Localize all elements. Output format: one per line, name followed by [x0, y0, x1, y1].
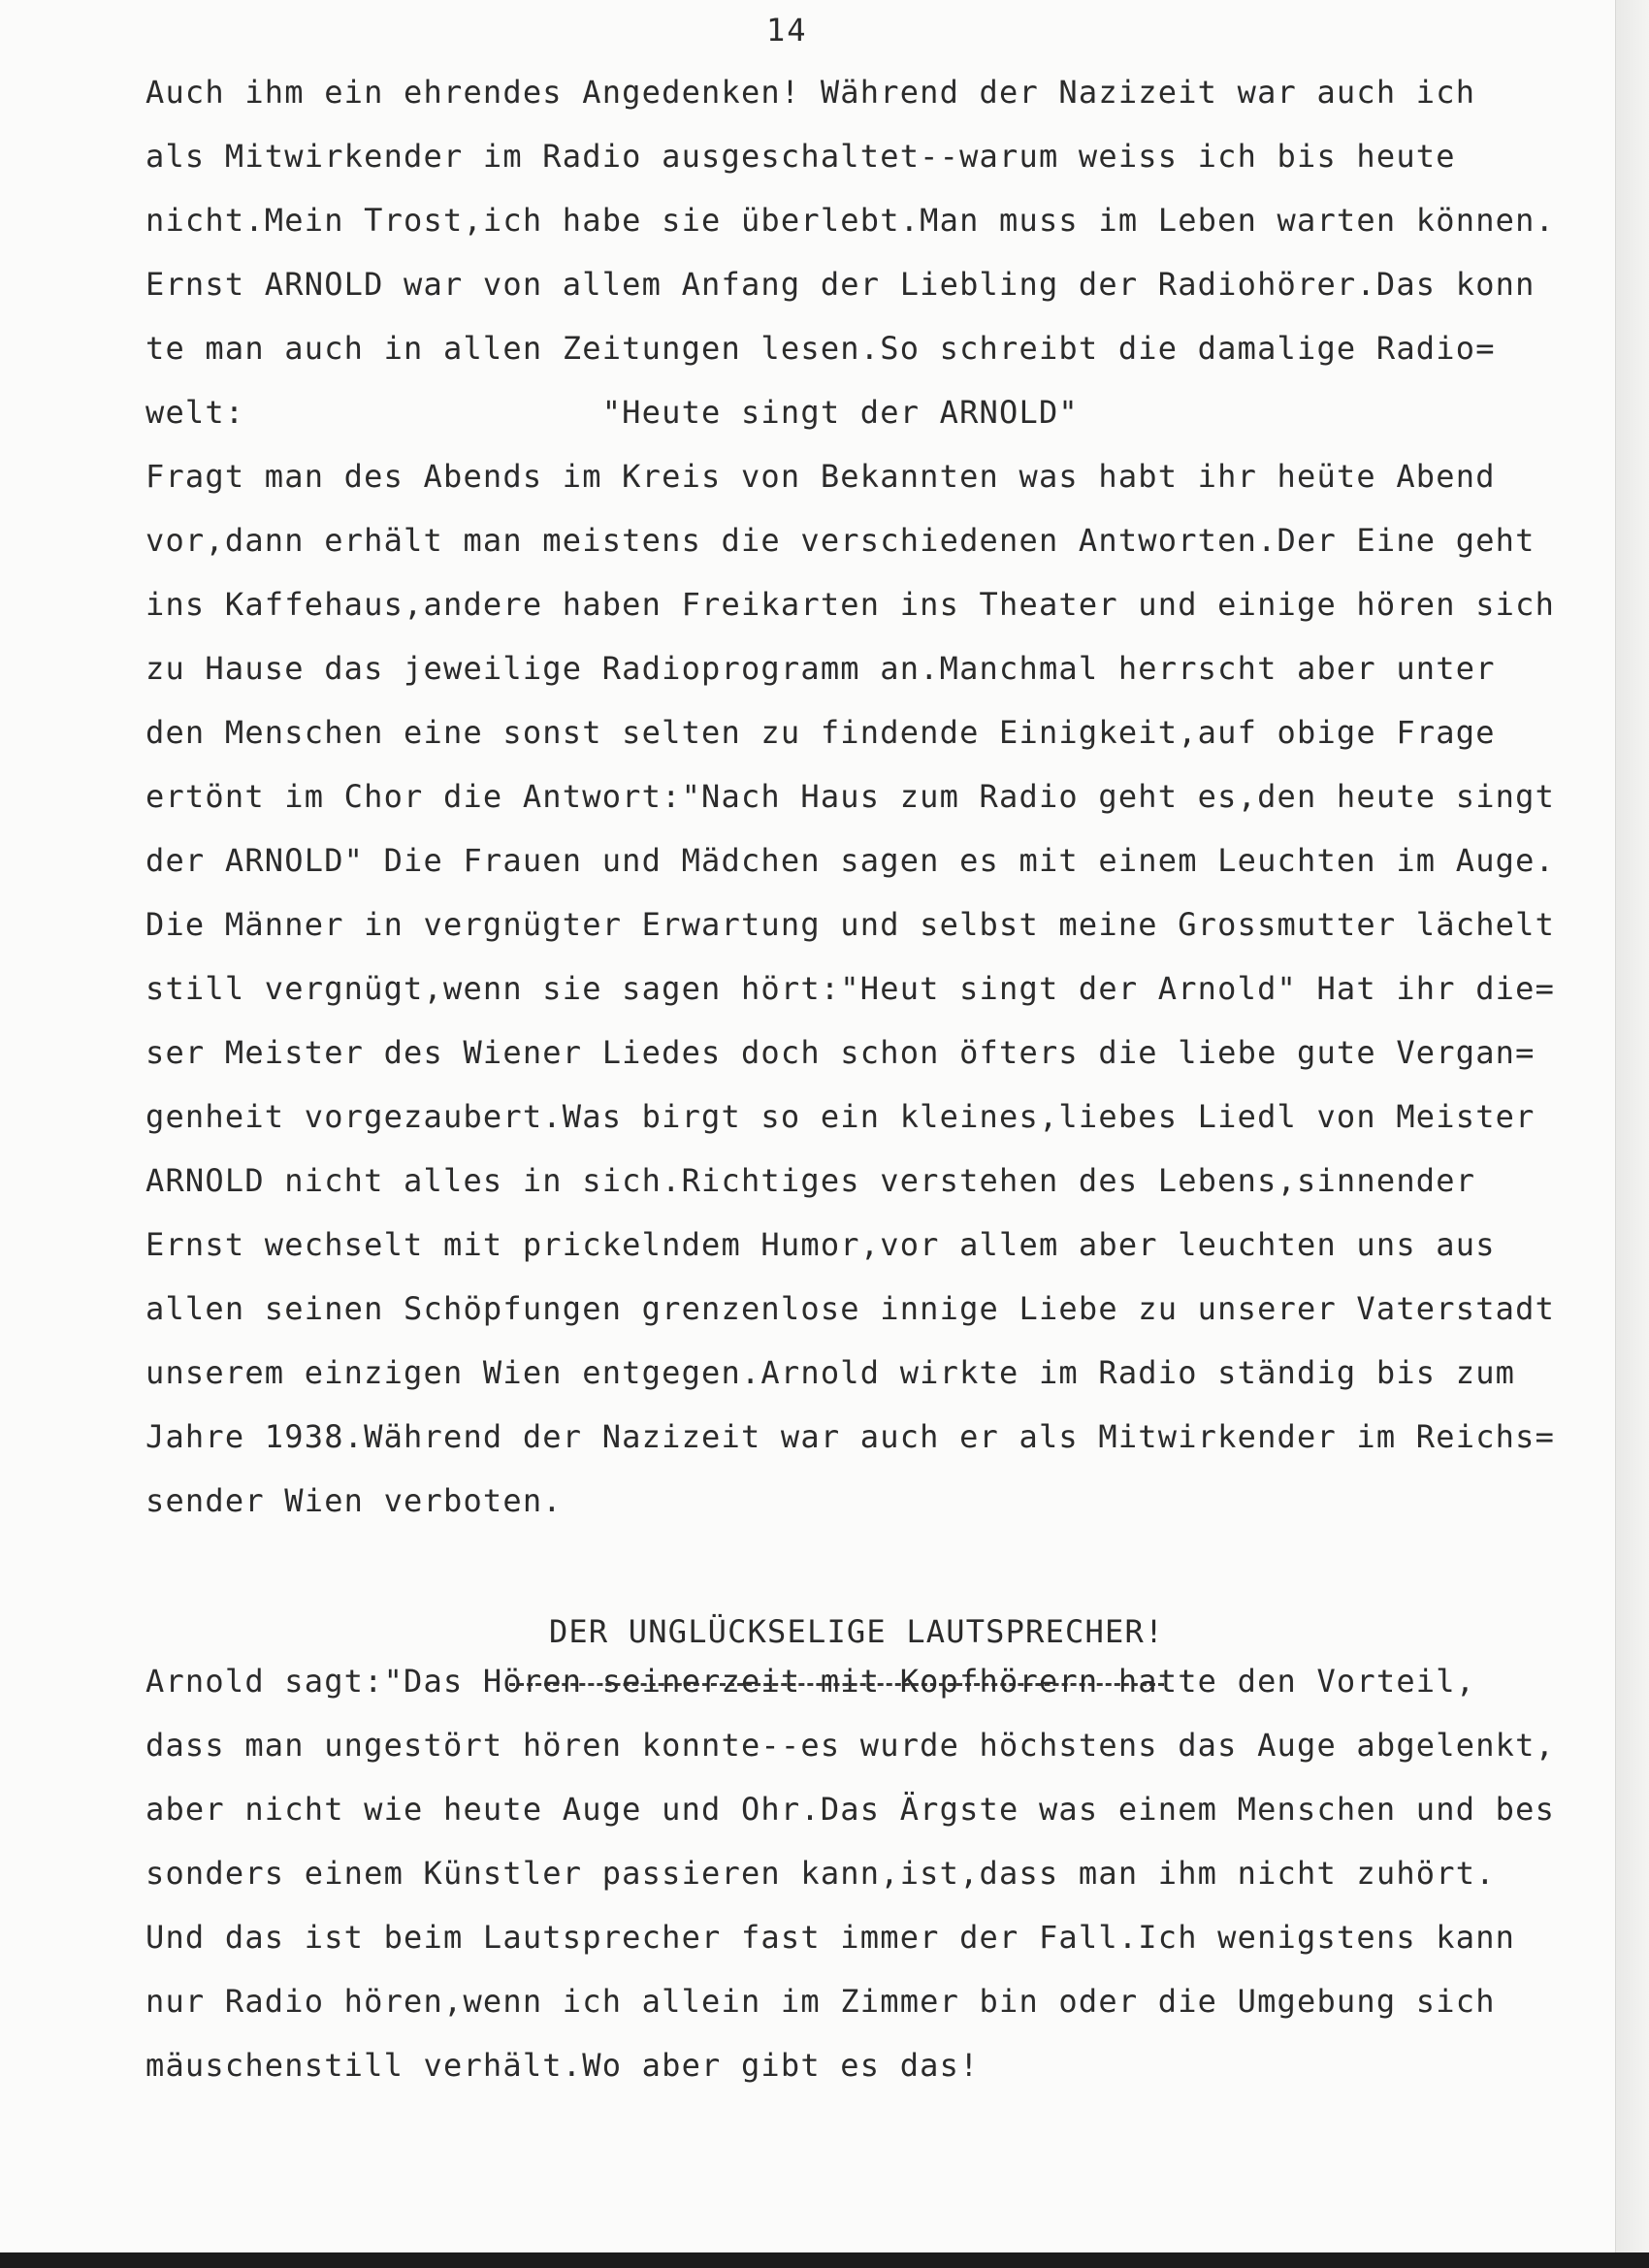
text-line: Jahre 1938.Während der Nazizeit war auch er als Mitwirkender im Reichs=	[146, 1418, 1556, 1455]
text-line: zu Hause das jeweilige Radioprogramm an.Manchmal herrscht aber unter	[146, 650, 1496, 687]
text-line: Und das ist beim Lautsprecher fast immer der Fall.Ich wenigstens kann	[146, 1919, 1516, 1956]
text-line: Arnold sagt:"Das Hören seinerzeit mit Kopfhörern hatte den Vorteil,	[146, 1663, 1476, 1700]
text-line: welt: "Heute singt der ARNOLD"	[146, 394, 1079, 431]
text-line: genheit vorgezaubert.Was birgt so ein kleines,liebes Liedl von Meister	[146, 1098, 1536, 1135]
text-line: Fragt man des Abends im Kreis von Bekannten was habt ihr heüte Abend	[146, 458, 1496, 495]
text-line: ertönt im Chor die Antwort:"Nach Haus zum Radio geht es,den heute singt	[146, 778, 1556, 815]
text-line: ser Meister des Wiener Liedes doch schon öfters die liebe gute Vergan=	[146, 1034, 1536, 1071]
text-line: Auch ihm ein ehrendes Angedenken! Während der Nazizeit war auch ich	[146, 74, 1476, 111]
section-heading-text: DER UNGLÜCKSELIGE LAUTSPRECHER!	[548, 1613, 1165, 1650]
page-number: 14	[766, 12, 808, 49]
text-line: still vergnügt,wenn sie sagen hört:"Heut singt der Arnold" Hat ihr die=	[146, 970, 1556, 1007]
text-line: der ARNOLD" Die Frauen und Mädchen sagen es mit einem Leuchten im Auge.	[146, 842, 1556, 879]
text-line: als Mitwirkender im Radio ausgeschaltet--warum weiss ich bis heute	[146, 138, 1456, 175]
text-line: den Menschen eine sonst selten zu findende Einigkeit,auf obige Frage	[146, 714, 1496, 751]
text-line: Ernst ARNOLD war von allem Anfang der Liebling der Radiohörer.Das konn	[146, 266, 1536, 303]
text-line: dass man ungestört hören konnte--es wurde höchstens das Auge abgelenkt,	[146, 1727, 1556, 1764]
text-line: ARNOLD nicht alles in sich.Richtiges verstehen des Lebens,sinnender	[146, 1162, 1476, 1199]
text-line: ins Kaffehaus,andere haben Freikarten ins Theater und einige hören sich	[146, 586, 1556, 623]
text-line: allen seinen Schöpfungen grenzenlose innige Liebe zu unserer Vaterstadt	[146, 1290, 1556, 1327]
text-line: aber nicht wie heute Auge und Ohr.Das Ärgste was einem Menschen und bes	[146, 1791, 1556, 1828]
text-line: Die Männer in vergnügter Erwartung und selbst meine Grossmutter lächelt	[146, 906, 1556, 943]
page-edge	[1615, 0, 1649, 2268]
text-line: sender Wien verboten.	[146, 1482, 563, 1519]
body-text-section-1	[146, 60, 1600, 1533]
text-line: nicht.Mein Trost,ich habe sie überlebt.Man muss im Leben warten können.	[146, 202, 1556, 239]
scan-bottom-border	[0, 2252, 1649, 2268]
text-line: Ernst wechselt mit prickelndem Humor,vor allem aber leuchten uns aus	[146, 1226, 1496, 1263]
text-line: te man auch in allen Zeitungen lesen.So schreibt die damalige Radio=	[146, 330, 1496, 367]
body-text-section-2	[146, 1649, 1600, 2097]
text-line: mäuschenstill verhält.Wo aber gibt es das!	[146, 2047, 980, 2084]
text-line: sonders einem Künstler passieren kann,ist,dass man ihm nicht zuhört.	[146, 1855, 1496, 1892]
text-line: vor,dann erhält man meistens die verschiedenen Antworten.Der Eine geht	[146, 522, 1536, 559]
text-line: nur Radio hören,wenn ich allein im Zimmer bin oder die Umgebung sich	[146, 1983, 1496, 2020]
text-line: unserem einzigen Wien entgegen.Arnold wirkte im Radio ständig bis zum	[146, 1354, 1516, 1391]
